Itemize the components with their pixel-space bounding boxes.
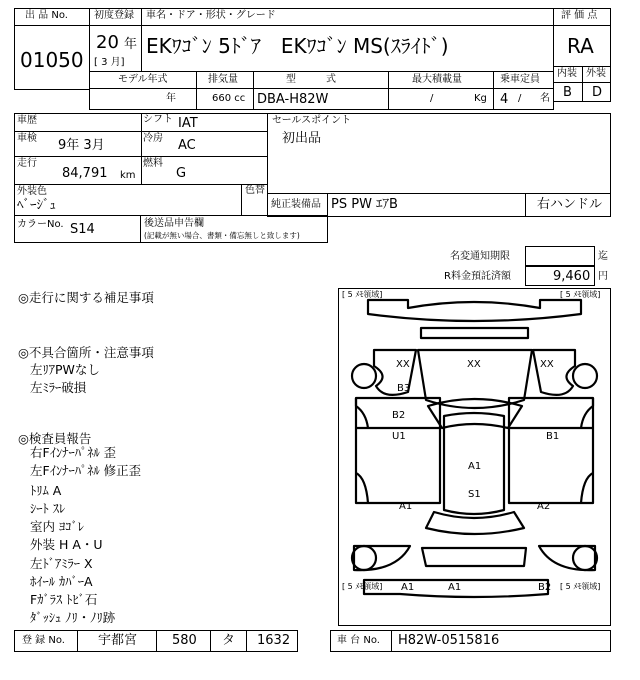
defects-title: ◎不具合箇所・注意事項	[18, 345, 154, 360]
inspector-item: 室内 ﾖｺﾞﾚ	[30, 519, 84, 534]
inspector-item: ﾎｲｰﾙ ｶﾊﾞｰA	[30, 574, 93, 589]
registration-area: 宇都宮	[98, 633, 138, 648]
score-value: RA	[567, 34, 594, 58]
max-load-unit: Kg	[474, 93, 487, 104]
handle-value: 右ハンドル	[537, 197, 603, 212]
mark-rear-right: B2	[538, 582, 552, 593]
first-reg-year-unit: 年	[124, 37, 138, 52]
sales-point-label: セールスポイント	[272, 115, 352, 126]
mark-roof-2: S1	[468, 489, 481, 500]
mark-left-rear: A1	[399, 501, 413, 512]
max-load-label: 最大積載量	[412, 74, 462, 85]
max-load-slash: /	[430, 93, 434, 104]
color-change-label: 色替	[245, 185, 265, 196]
mark-left-front-door: B2	[392, 410, 406, 421]
color-no-value: S14	[70, 222, 95, 237]
mark-right-rear: A2	[537, 501, 551, 512]
inspection-label: 車検	[17, 133, 37, 144]
name-change-unit: 迄	[598, 251, 608, 262]
history-label: 車歴	[17, 115, 37, 126]
inspector-item: 左ﾄﾞｱﾐﾗｰ X	[30, 556, 93, 571]
docs-note: (記載が無い場合、書類・備忘無しと致します)	[144, 231, 300, 240]
name-change-field	[525, 246, 595, 266]
lot-number: 01050	[20, 48, 84, 72]
first-reg-month: [ 3 月]	[94, 57, 125, 68]
mileage-unit: km	[120, 170, 136, 181]
recycle-unit: 円	[598, 271, 608, 282]
name-change-label: 名変通知期限	[450, 251, 510, 262]
mark-left-fender: B3	[397, 383, 411, 394]
interior-label: 内装	[557, 68, 577, 79]
inspector-item: ｼｰﾄ ｽﾚ	[30, 501, 66, 516]
recycle-label: R料金預託済額	[444, 271, 511, 282]
docs-label: 後送品申告欄	[144, 218, 204, 229]
fuel-value: G	[176, 166, 187, 181]
diagram-corner-tl: [ 5 ﾒﾓ領域]	[342, 290, 383, 299]
equipment-value: PS PW ｴｱB	[331, 197, 398, 212]
exterior-grade: D	[592, 85, 603, 100]
recycle-value: 9,460	[553, 269, 591, 284]
registration-kana: タ	[222, 633, 236, 648]
ac-value: AC	[178, 138, 196, 153]
mark-rear-center: A1	[448, 582, 462, 593]
shift-value: IAT	[178, 116, 198, 131]
driving-notes-title: ◎走行に関する補足事項	[18, 290, 154, 305]
type-label: 型 式	[286, 74, 336, 85]
inspector-item: Fｶﾞﾗｽ ﾄﾋﾞ石	[30, 592, 98, 607]
diagram-corner-tr: [ 5 ﾒﾓ領域]	[560, 290, 601, 299]
chassis-value: H82W-0515816	[398, 633, 500, 648]
shift-label: シフト	[143, 114, 173, 125]
inspector-item: ﾄﾘﾑ A	[30, 483, 62, 498]
ac-label: 冷房	[143, 133, 163, 144]
registration-label: 登 録 No.	[22, 635, 65, 646]
interior-grade: B	[563, 85, 572, 100]
model-year-label: モデル年式	[118, 74, 168, 85]
lot-label: 出 品 No.	[25, 10, 68, 21]
mark-roof: A1	[468, 461, 482, 472]
inspector-item: 右Fｲﾝﾅｰﾊﾟﾈﾙ 歪	[30, 445, 117, 460]
mark-front-right: XX	[540, 359, 554, 370]
defect-item: 左ﾐﾗｰ破損	[30, 380, 87, 395]
defect-item: 左ﾘｱPWなし	[30, 362, 100, 377]
diagram-corner-bl: [ 5 ﾒﾓ領域]	[342, 582, 383, 591]
chassis-label: 車 台 No.	[337, 635, 380, 646]
car-outline-drawing	[338, 288, 611, 626]
equipment-label: 純正装備品	[271, 199, 321, 210]
capacity-slash: /	[518, 93, 522, 104]
car-name: EKﾜｺﾞﾝ 5ﾄﾞｱ EKﾜｺﾞﾝ MS(ｽﾗｲﾄﾞ)	[146, 34, 449, 58]
capacity-value: 4	[500, 92, 509, 107]
mark-rear-left: A1	[401, 582, 415, 593]
car-name-label: 車名・ドア・形状・グレード	[146, 10, 276, 21]
sales-point-value: 初出品	[282, 131, 322, 146]
color-value: ﾍﾞｰｼﾞｭ	[17, 198, 56, 213]
mark-right-door: B1	[546, 431, 560, 442]
fuel-label: 燃料	[143, 158, 163, 169]
inspector-item: 外装 H A・U	[30, 537, 103, 552]
registration-number: 1632	[257, 633, 291, 648]
capacity-unit: 名	[540, 93, 550, 104]
model-year-unit: 年	[166, 93, 176, 104]
exterior-label: 外装	[586, 68, 606, 79]
inspector-item: 左Fｲﾝﾅｰﾊﾟﾈﾙ 修正歪	[30, 463, 142, 478]
color-no-label: カラーNo.	[17, 219, 64, 230]
displacement-label: 排気量	[208, 74, 238, 85]
mark-front-left: XX	[396, 359, 410, 370]
score-label: 評 価 点	[561, 10, 598, 21]
registration-class: 580	[172, 633, 197, 648]
first-reg-label: 初度登録	[94, 10, 134, 21]
first-reg-year: 20	[96, 32, 119, 53]
color-label: 外装色	[17, 186, 47, 197]
mark-left-front-door-2: U1	[392, 431, 406, 442]
displacement-value: 660 cc	[212, 93, 246, 104]
mileage-label: 走行	[17, 158, 37, 169]
inspector-title: ◎検査員報告	[18, 431, 92, 446]
mileage-value: 84,791	[62, 166, 108, 181]
inspection-value: 9年 3月	[58, 138, 105, 153]
capacity-label: 乗車定員	[500, 74, 540, 85]
model-code: DBA-H82W	[257, 92, 329, 107]
inspector-item: ﾀﾞｯｼｭ ﾉﾘ・ﾉﾘ跡	[30, 610, 116, 625]
mark-hood: XX	[467, 359, 481, 370]
diagram-corner-br: [ 5 ﾒﾓ領域]	[560, 582, 601, 591]
